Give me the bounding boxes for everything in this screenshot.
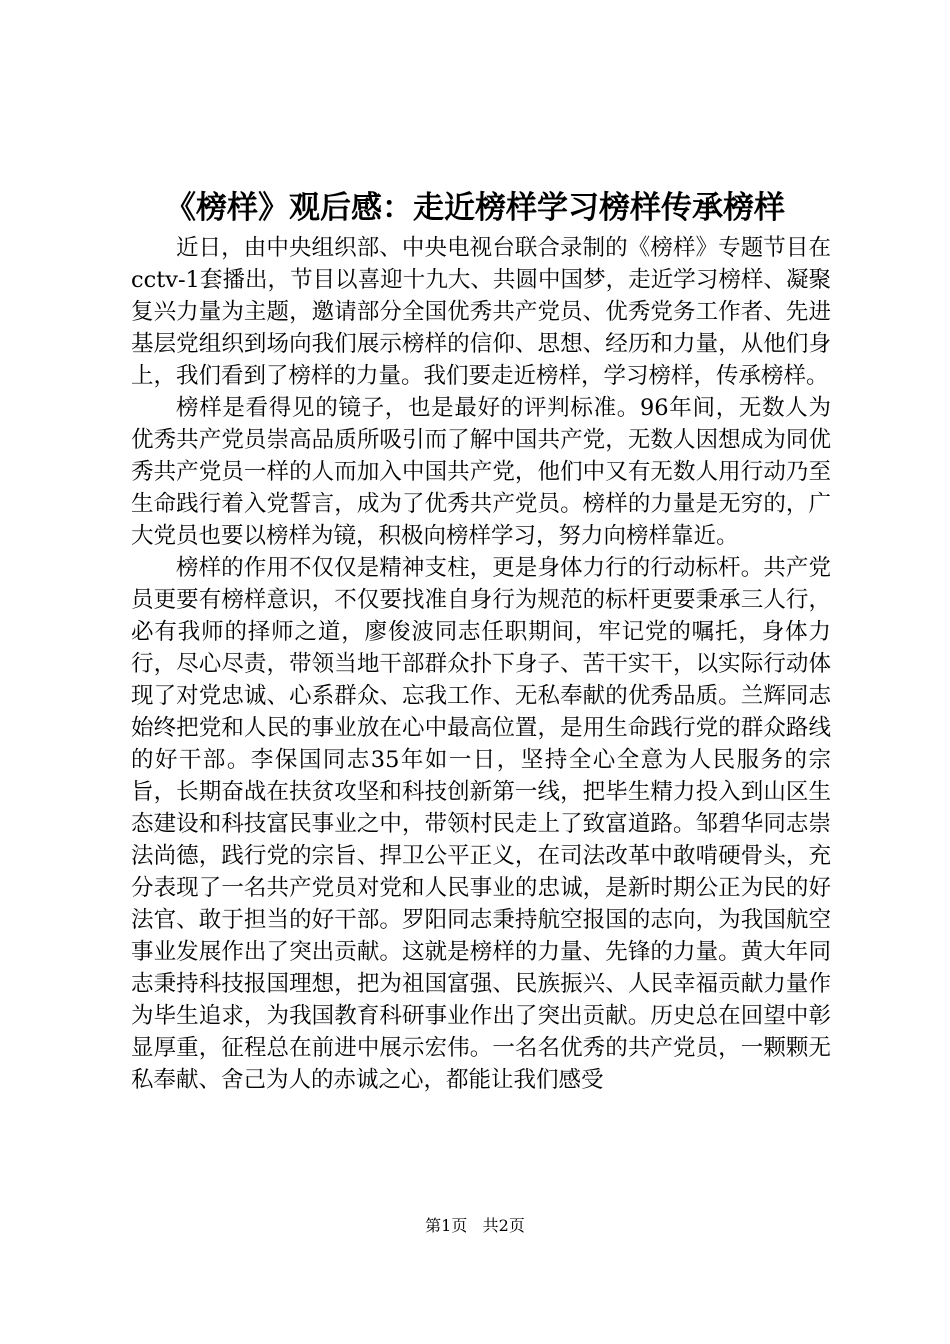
document-body [131, 232, 831, 1096]
document-title: 《榜样》观后感：走近榜样学习榜样传承榜样 [165, 190, 785, 226]
page-footer [0, 1214, 950, 1238]
paragraph: 近日，由中央组织部、中央电视台联合录制的《榜样》专题节目在cctv-1套播出，节目以喜迎十九大、共圆中国梦，走近学习榜样、凝聚复兴力量为主题，邀请部分全国优秀共产党员、优秀党务工作者、先进基层党组织到场向我们展示榜样的信仰、思想、经历和力量，从他们身上，我们看到了榜样的力量。我们要走近榜样，学习榜样，传承榜样。 [131, 235, 831, 389]
paragraph: 榜样的作用不仅仅是精神支柱，更是身体力行的行动标杆。共产党员更要有榜样意识，不仅要找准自身行为规范的标杆更要秉承三人行，必有我师的择师之道，廖俊波同志任职期间，牢记党的嘱托，身体力行，尽心尽责，带领当地干部群众扑下身子、苦干实干，以实际行动体现了对党忠诚、心系群众、忘我工作、无私奉献的优秀品质。兰辉同志始终把党和人民的事业放在心中最高位置，是用生命践行党的群众路线的好干部。李保国同志35年如一日，坚持全心全意为人民服务的宗旨，长期奋战在扶贫攻坚和科技创新第一线，把毕生精力投入到山区生态建设和科技富民事业之中，带领村民走上了致富道路。邹碧华同志崇法尚德，践行党的宗旨、捍卫公平正义，在司法改革中敢啃硬骨头，充分表现了一名共产党员对党和人民事业的忠诚，是新时期公正为民的好法官、敢于担当的好干部。罗阳同志秉持航空报国的志向，为我国航空事业发展作出了突出贡献。这就是榜样的力量、先锋的力量。黄大年同志秉持科技报国理想，把为祖国富强、民族振兴、人民幸福贡献力量作为毕生追求，为我国教育科研事业作出了突出贡献。历史总在回望中彰显厚重，征程总在前进中展示宏伟。一名名优秀的共产党员，一颗颗无私奉献、舍己为人的赤诚之心，都能让我们感受 [131, 555, 831, 1093]
footer-spacer [472, 1216, 477, 1235]
paragraph: 榜样是看得见的镜子，也是最好的评判标准。96年间，无数人为优秀共产党员崇高品质所吸引而了解中国共产党，无数人因想成为同优秀共产党员一样的人而加入中国共产党，他们中又有无数人用行动乃至生命践行着入党誓言，成为了优秀共产党员。榜样的力量是无穷的，广大党员也要以榜样为镜，积极向榜样学习，努力向榜样靠近。 [131, 395, 831, 549]
total-pages: 共2页 [482, 1216, 525, 1235]
page-number: 第1页 [425, 1216, 468, 1235]
